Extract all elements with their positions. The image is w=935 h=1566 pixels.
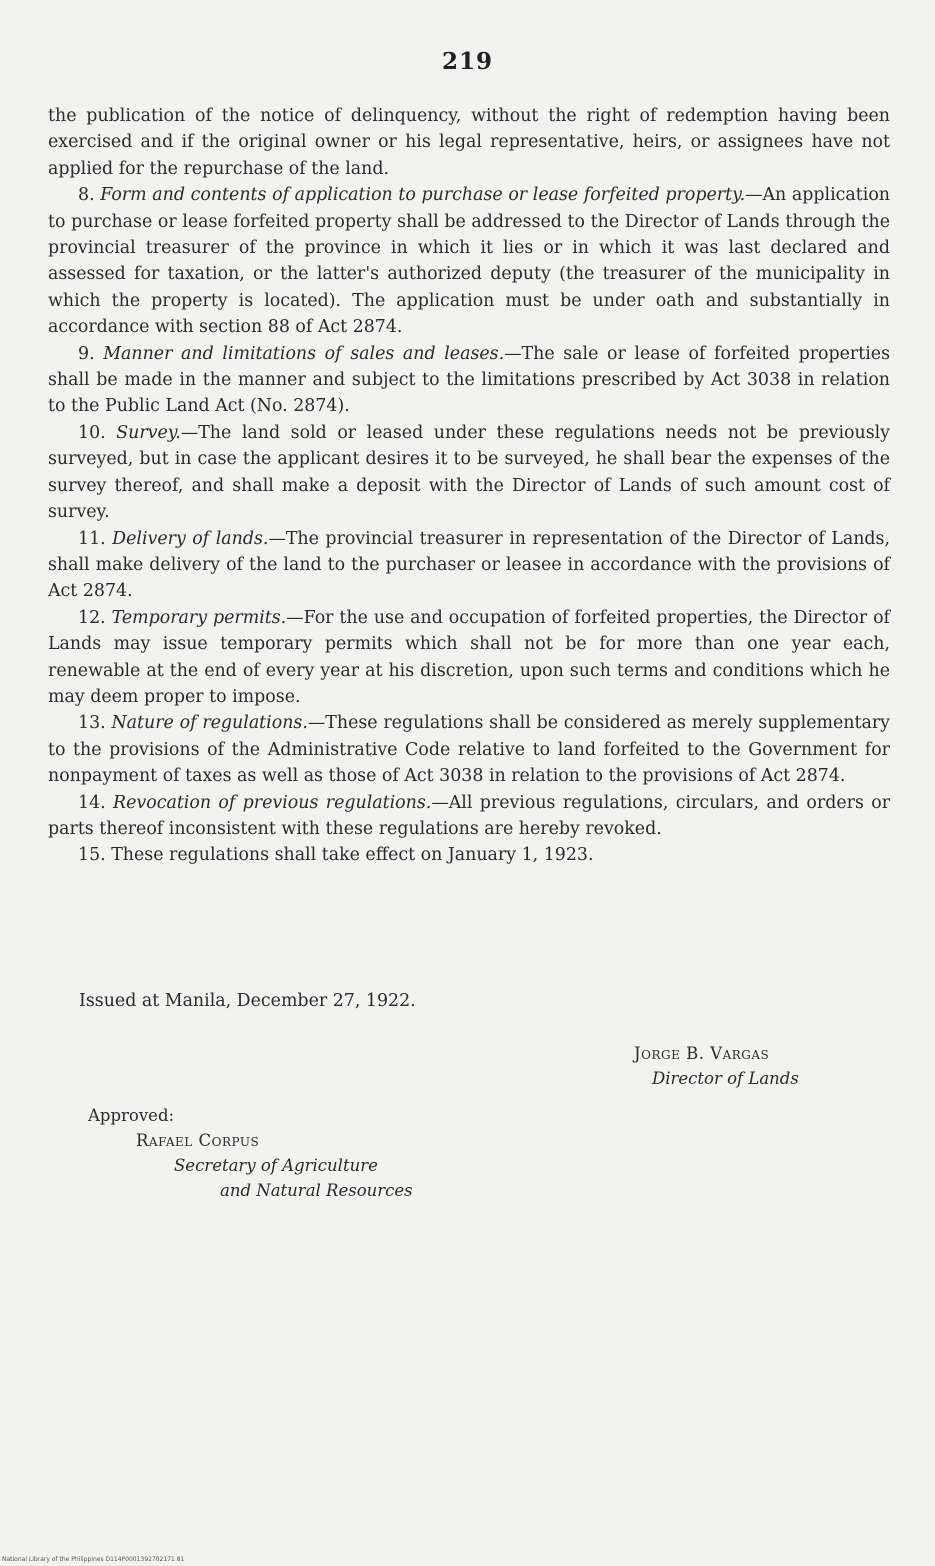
signature-block (634, 1041, 799, 1091)
section-text: —All previous regulations, circulars, and orders or parts thereof inconsistent with these regulations are hereby revoked. (48, 792, 891, 839)
section-caption: Revocation of previous regulations. (113, 792, 432, 813)
section-13 (48, 710, 890, 789)
archive-footer: National Library of the Philippines D114P0001392702171 81 (2, 1556, 185, 1563)
paragraph-continuation (48, 103, 890, 182)
section-number: 13. (78, 713, 112, 734)
approver-title-line-1: Secretary of Agriculture (174, 1156, 378, 1175)
section-caption: Manner and limitations of sales and leases. (103, 343, 505, 364)
section-9 (48, 341, 890, 420)
section-caption: Survey. (116, 422, 181, 443)
section-number: 10. (78, 422, 117, 443)
section-number: 9. (78, 343, 104, 364)
section-number: 11. (78, 528, 113, 549)
approver-title-line-2: and Natural Resources (220, 1181, 413, 1200)
section-number: 8. (78, 185, 101, 206)
section-text: —For the use and occupation of forfeited properties, the Director of Lands may issue temporary permits which shall not be for more than one year each, renewable at the end of every year at his discretion, upon such terms and conditions which he may deem proper to impose. (48, 607, 890, 707)
section-10 (48, 420, 890, 526)
document-body (48, 103, 890, 869)
section-text: These regulations shall take effect on January 1, 1923. (111, 845, 594, 866)
signatory-name: Jorge B. Vargas (634, 1044, 770, 1063)
section-caption: Form and contents of application to purchase or lease forfeited property. (100, 185, 746, 206)
section-caption: Nature of regulations. (111, 713, 308, 734)
section-14 (48, 790, 890, 843)
section-8 (48, 182, 890, 340)
section-text: —The sale or lease of forfeited properties shall be made in the manner and subject to the limitations prescribed by Act 3038 in relation to the Public Land Act (No. 2874). (48, 343, 891, 417)
issued-statement: Issued at Manila, December 27, 1922. (79, 991, 416, 1011)
approval-block (88, 1103, 413, 1203)
section-number: 12. (78, 607, 112, 628)
section-number: 15. (78, 845, 112, 866)
section-text: —These regulations shall be considered as merely supplementary to the provisions of the Administrative Code relative to land forfeited to the Government for nonpayment of taxes as well as those of Act 3038 in relation to the provisions of Act 2874. (48, 713, 891, 787)
section-text: —The land sold or leased under these regulations needs not be previously surveyed, but in case the applicant desires it to be surveyed, he shall bear the expenses of the survey thereof, and shall make a deposit with the Director of Lands of such amount cost of survey. (48, 422, 891, 523)
signatory-title: Director of Lands (652, 1069, 799, 1088)
section-11 (48, 526, 890, 605)
section-text: —An application to purchase or lease forfeited property shall be addressed to the Director of Lands through the provincial treasurer of the province in which it lies or in which it was last declared and assessed for taxation, or the latter's authorized deputy (the treasurer of the municipality in which the property is located). The application must be under oath and substantially in accordance with section 88 of Act 2874. (48, 185, 890, 338)
section-caption: Temporary permits. (111, 607, 287, 628)
paragraph-text: the publication of the notice of delinquency, without the right of redemption having been exercised and if the original owner or his legal representative, heirs, or assignees have not applied for the repurchase of the land. (48, 106, 890, 179)
section-number: 14. (78, 792, 114, 813)
section-caption: Delivery of lands. (112, 528, 269, 549)
page-number: 219 (441, 48, 493, 75)
approver-name: Rafael Corpus (136, 1131, 260, 1150)
section-text: —The provincial treasurer in representation of the Director of Lands, shall make delivery of the land to the purchaser or leasee in accordance with the provisions of Act 2874. (48, 528, 890, 602)
approval-label: Approved: (88, 1106, 175, 1125)
section-12 (48, 605, 890, 711)
section-15 (48, 842, 890, 868)
